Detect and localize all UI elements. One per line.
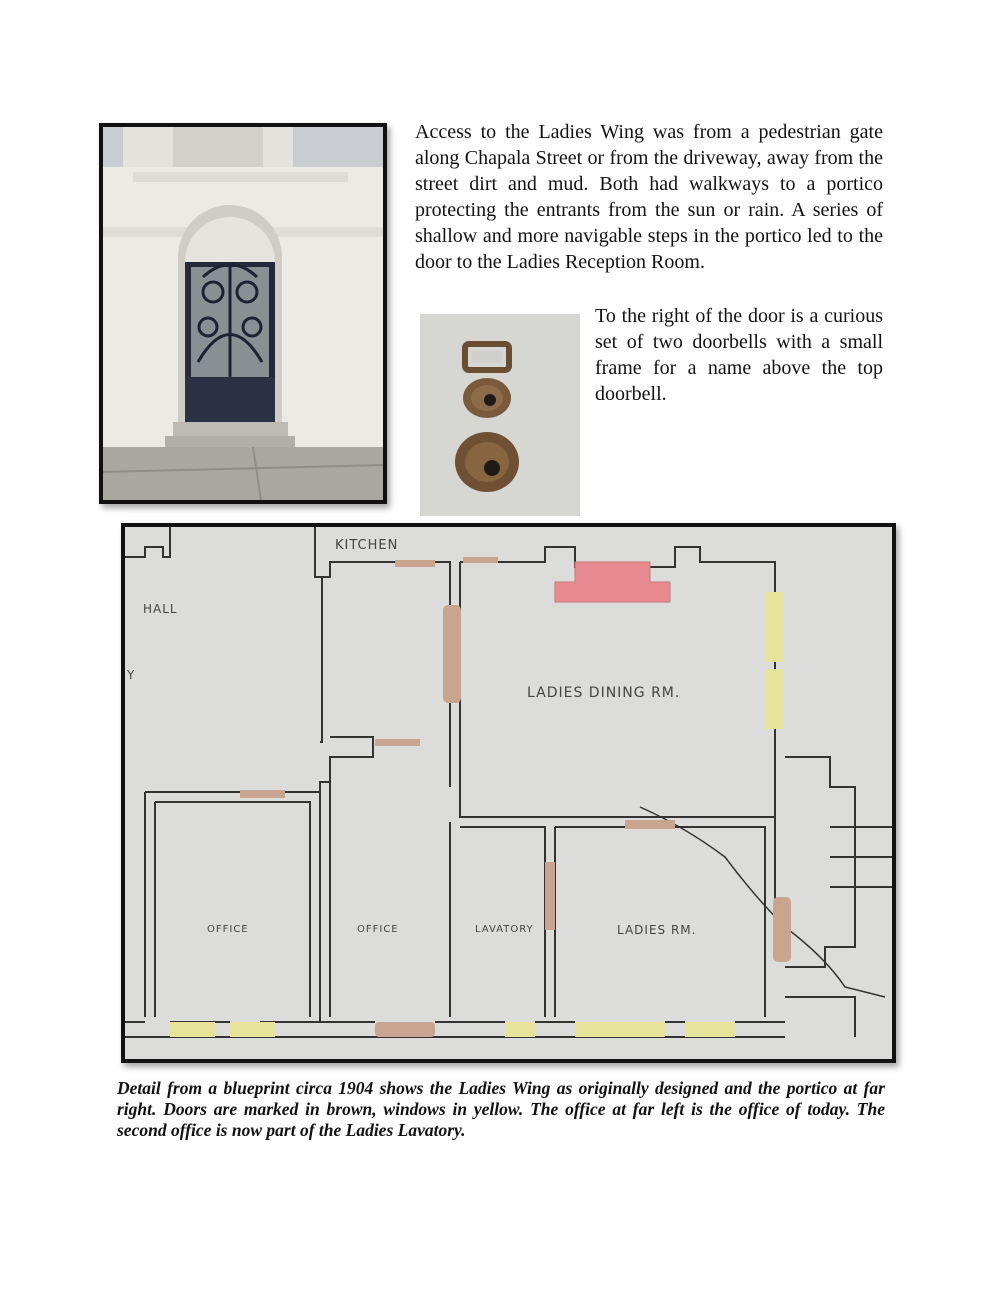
label-dining-room: LADIES DINING RM.	[527, 685, 681, 701]
label-hall: HALL	[143, 602, 178, 616]
label-lavatory: LAVATORY	[475, 924, 534, 935]
label-edge-fragment: Y	[127, 668, 136, 682]
blueprint-caption: Detail from a blueprint circa 1904 shows the Ladies Wing as originally designed and the portico at far right. Doors are marked in brown, windows in yellow. The office at far left is the office of today. The second office is now part of the Ladies Lavatory.	[117, 1078, 885, 1140]
label-kitchen: KITCHEN	[335, 538, 399, 553]
gate-photo	[99, 123, 387, 504]
blueprint-image	[121, 523, 896, 1063]
label-ladies-room: LADIES RM.	[617, 923, 697, 937]
intro-paragraph: Access to the Ladies Wing was from a pedestrian gate along Chapala Street or from the driveway, away from the street dirt and mud. Both had walkways to a portico protecting the entrants from the sun or rain. A series of shallow and more navigable steps in the portico led to the door to the Ladies Reception Room.	[415, 121, 883, 273]
doorbells-photo	[420, 314, 580, 516]
label-office-2: OFFICE	[357, 924, 399, 935]
label-office-1: OFFICE	[207, 924, 249, 935]
doorbell-paragraph: To the right of the door is a curious set of two doorbells with a small frame for a name above the top doorbell.	[595, 305, 883, 405]
